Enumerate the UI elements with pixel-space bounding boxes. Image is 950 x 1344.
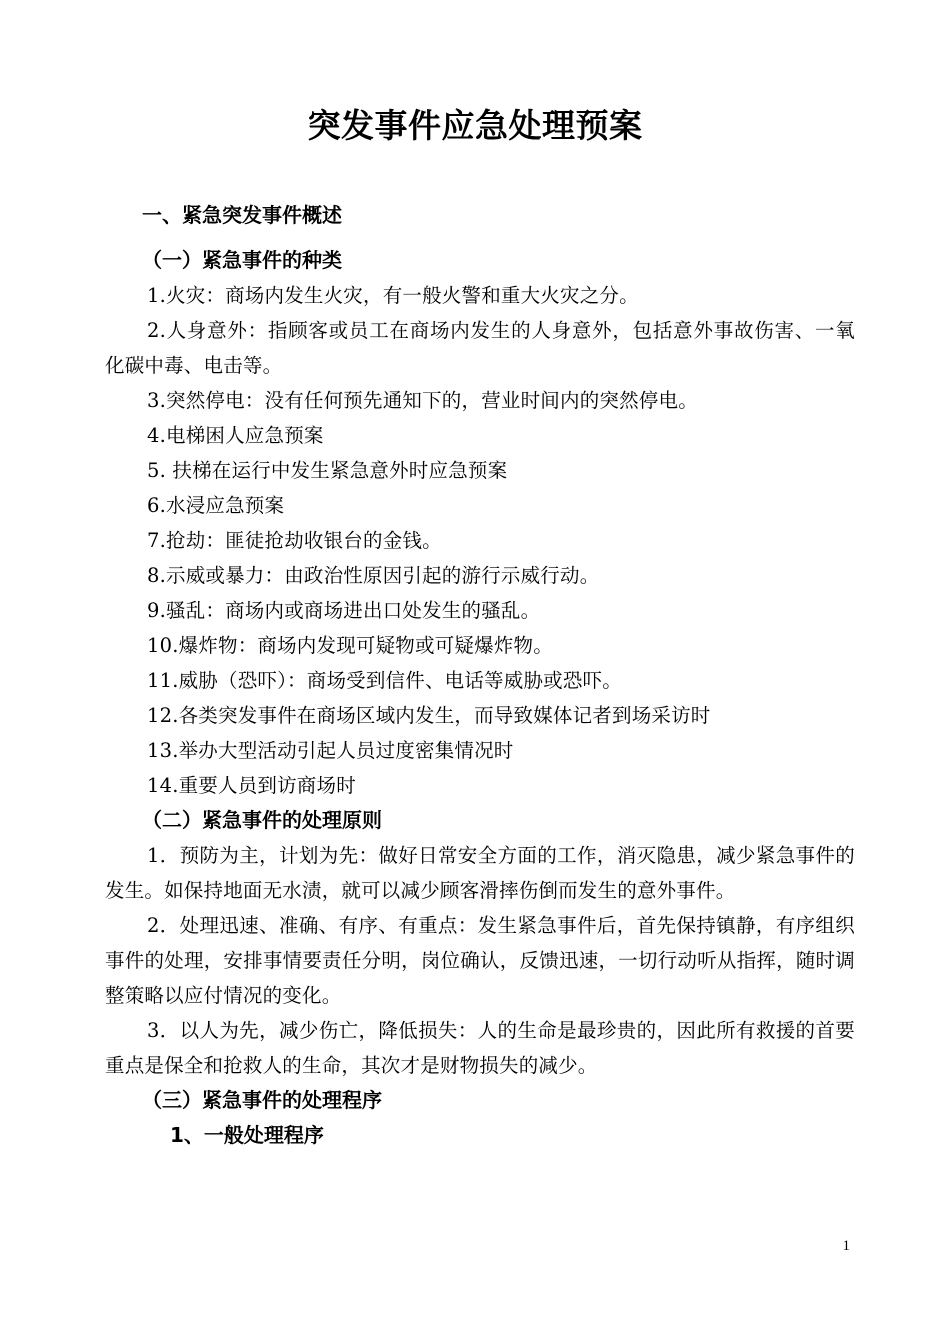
principle-paragraph: 2．处理迅速、准确、有序、有重点：发生紧急事件后，首先保持镇静，有序组织事件的处理，安排事情要责任分明，岗位确认，反馈迅速，一切行动听从指挥，随时调整策略以应付情况的变化。 xyxy=(105,914,855,1007)
list-item: 13.举办大型活动引起人员过度密集情况时 xyxy=(147,739,514,762)
list-item: 9.骚乱：商场内或商场进出口处发生的骚乱。 xyxy=(147,599,541,622)
principle-paragraph: 1．预防为主，计划为先：做好日常安全方面的工作，消灭隐患，减少紧急事件的发生。如保持地面无水渍，就可以减少顾客滑摔伤倒而发生的意外事件。 xyxy=(105,844,855,902)
list-item: 2.人身意外：指顾客或员工在商场内发生的人身意外，包括意外事故伤害、一氧化碳中毒、电击等。 xyxy=(105,319,855,377)
section-heading: 一、紧急突发事件概述 xyxy=(142,203,342,227)
document-title: 突发事件应急处理预案 xyxy=(307,106,643,145)
list-item: 10.爆炸物：商场内发现可疑物或可疑爆炸物。 xyxy=(147,634,553,657)
document-body xyxy=(105,198,855,1153)
procedure-heading: 1、一般处理程序 xyxy=(170,1123,324,1147)
list-item: 7.抢劫：匪徒抢劫收银台的金钱。 xyxy=(147,529,442,552)
list-item: 14.重要人员到访商场时 xyxy=(147,774,356,797)
list-item: 11.威胁（恐吓）：商场受到信件、电话等威胁或恐吓。 xyxy=(147,669,622,692)
subsection-heading: （一）紧急事件的种类 xyxy=(142,248,342,272)
list-item: 5. 扶梯在运行中发生紧急意外时应急预案 xyxy=(147,459,508,482)
principle-paragraph: 3．以人为先，减少伤亡，降低损失：人的生命是最珍贵的，因此所有救援的首要重点是保全和抢救人的生命，其次才是财物损失的减少。 xyxy=(105,1019,855,1077)
list-item: 3.突然停电：没有任何预先通知下的，营业时间内的突然停电。 xyxy=(147,389,698,412)
subsection-heading: （三）紧急事件的处理程序 xyxy=(142,1088,382,1112)
list-item: 12.各类突发事件在商场区域内发生，而导致媒体记者到场采访时 xyxy=(147,704,711,727)
list-item: 4.电梯困人应急预案 xyxy=(147,424,324,447)
list-item: 6.水浸应急预案 xyxy=(147,494,285,517)
list-item: 8.示威或暴力：由政治性原因引起的游行示威行动。 xyxy=(147,564,600,587)
subsection-heading: （二）紧急事件的处理原则 xyxy=(142,808,382,832)
page-number: 1 xyxy=(842,1238,850,1254)
list-item: 1.火灾：商场内发生火灾，有一般火警和重大火灾之分。 xyxy=(147,284,639,307)
